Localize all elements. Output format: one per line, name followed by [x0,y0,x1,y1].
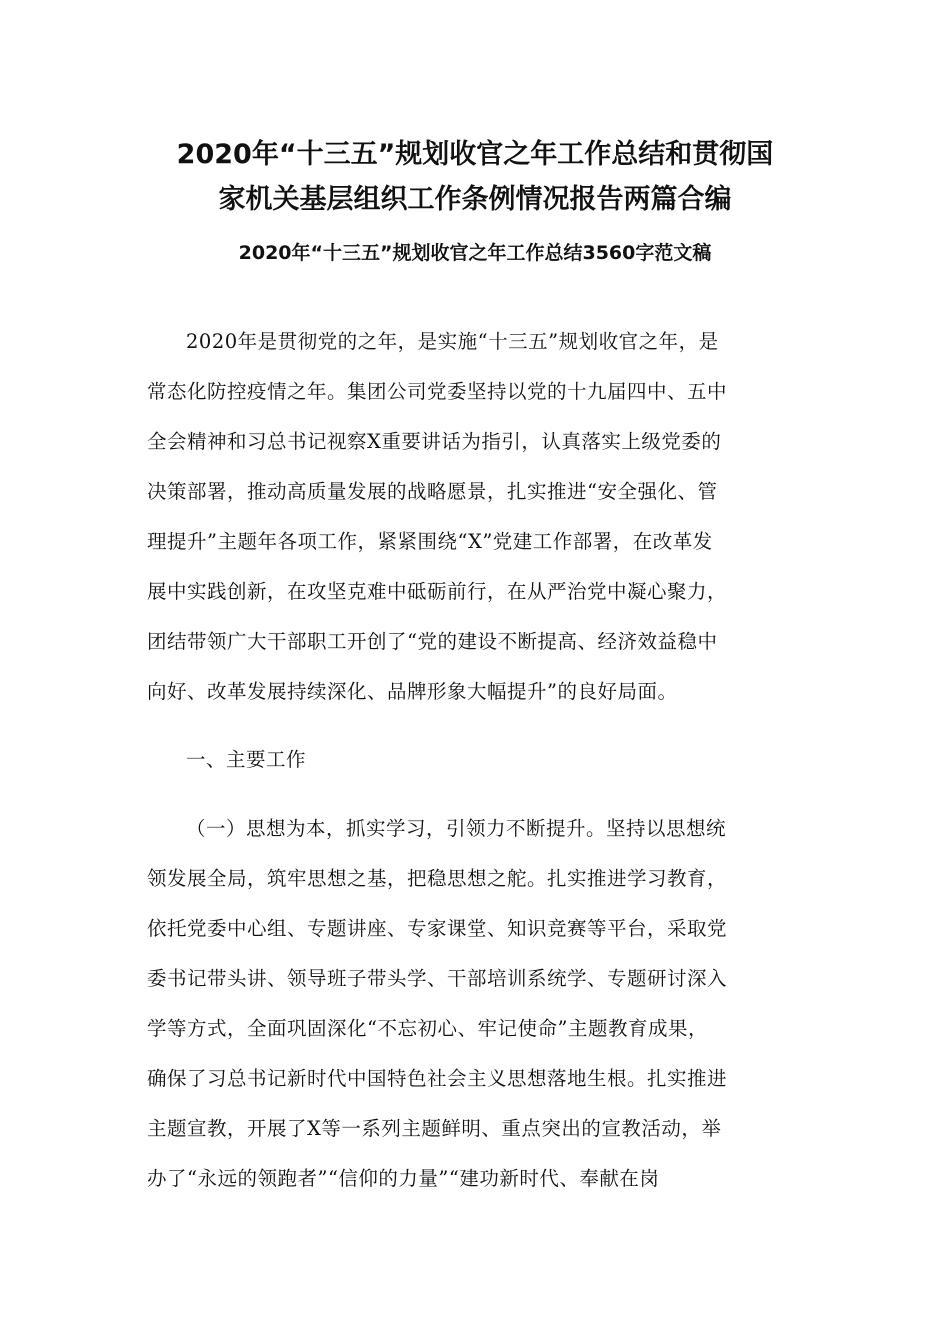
paragraph-line: 领发展全局，筑牢思想之基，把稳思想之舵。扎实推进学习教育， [147,867,728,890]
document-title-line-1: 2020年“十三五”规划收官之年工作总结和贯彻国 [176,139,774,170]
paragraph-line: 确保了习总书记新时代中国特色社会主义思想落地生根。扎实推进 [147,1067,728,1090]
paragraph-line: 理提升”主题年各项工作，紧紧围绕“X”党建工作部署，在改革发 [147,530,713,553]
paragraph-line: 依托党委中心组、专题讲座、专家课堂、知识竞赛等平台，采取党 [147,917,728,940]
paragraph-line: 学等方式，全面巩固深化“不忘初心、牢记使命”主题教育成果， [147,1017,708,1040]
paragraph-line: 2020年是贯彻党的之年，是实施“十三五”规划收官之年，是 [186,330,719,353]
paragraph-line: 主题宣教，开展了X等一系列主题鲜明、重点突出的宣教活动，举 [147,1117,722,1140]
paragraph-line: 团结带领广大干部职工开创了“党的建设不断提高、经济效益稳中 [147,630,718,653]
paragraph-line: （一）思想为本，抓实学习，引领力不断提升。坚持以思想统 [186,817,727,840]
section-heading: 一、主要工作 [186,748,307,771]
paragraph-line: 向好、改革发展持续深化、品牌形象大幅提升”的良好局面。 [147,680,678,703]
document-title-line-2: 家机关基层组织工作条例情况报告两篇合编 [218,184,732,215]
paragraph-line: 决策部署，推动高质量发展的战略愿景，扎实推进“安全强化、管 [147,480,718,503]
paragraph-line: 委书记带头讲、领导班子带头学、干部培训系统学、专题研讨深入 [147,967,728,990]
paragraph-line: 全会精神和习总书记视察X重要讲话为指引，认真落实上级党委的 [147,430,722,453]
paragraph-line: 展中实践创新，在攻坚克难中砥砺前行，在从严治党中凝心聚力， [147,580,728,603]
paragraph-line: 办了“永远的领跑者”“信仰的力量”“建功新时代、奉献在岗 [147,1167,660,1190]
paragraph-line: 常态化防控疫情之年。集团公司党委坚持以党的十九届四中、五中 [147,380,728,403]
document-subtitle: 2020年“十三五”规划收官之年工作总结3560字范文稿 [238,242,712,264]
